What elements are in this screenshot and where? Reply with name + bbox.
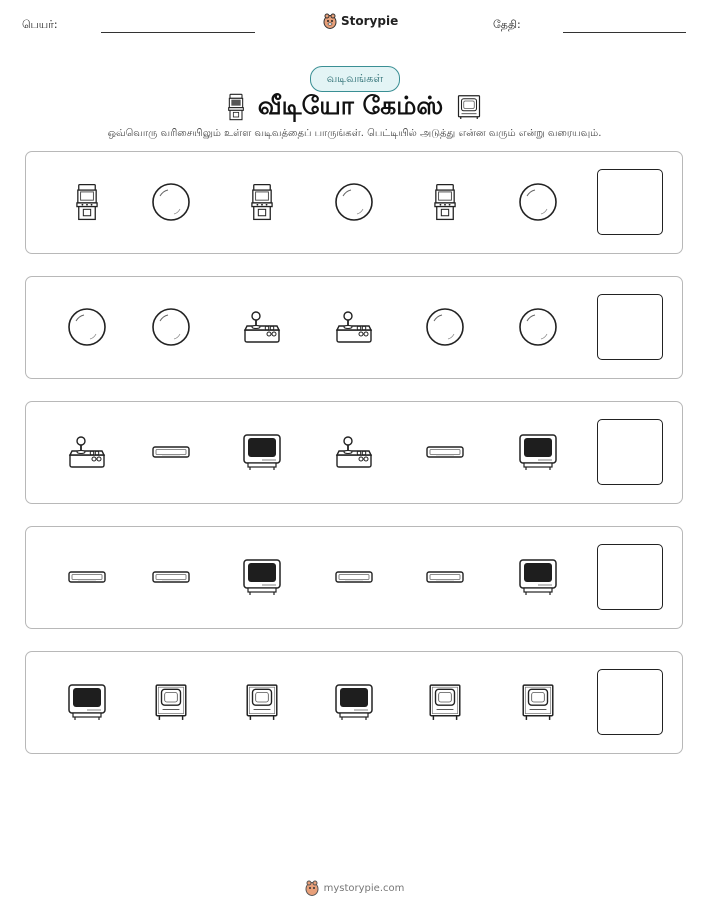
footer: [0, 880, 709, 896]
crt-tv-icon: [457, 94, 481, 120]
bubble-icon: [420, 302, 470, 352]
joystick-icon: [62, 427, 112, 477]
arcade-cabinet-icon: [228, 93, 244, 121]
monitor-icon: [329, 677, 379, 727]
cartridge-icon: [146, 552, 196, 602]
joystick-icon: [237, 302, 287, 352]
arcade-cabinet-icon: [237, 177, 287, 227]
joystick-icon: [329, 427, 379, 477]
instructions-text: ஒவ்வொரு வரிசையிலும் உள்ள வடிவத்தைப் பாருங்கள். பெட்டியில் அடுத்து என்ன வரும் என்று வரையவும்.: [107, 128, 602, 139]
monitor-icon: [62, 677, 112, 727]
cartridge-icon: [329, 552, 379, 602]
name-label: பெயர்:: [22, 18, 58, 31]
crt-tv-icon: [513, 677, 563, 727]
monitor-icon: [513, 427, 563, 477]
monitor-icon: [237, 552, 287, 602]
cartridge-icon: [420, 427, 470, 477]
bubble-icon: [146, 177, 196, 227]
page-title: வீடியோ கேம்ஸ்: [257, 90, 444, 120]
answer-drawing-box[interactable]: [597, 169, 663, 235]
storypie-mascot-icon: [305, 880, 319, 896]
bubble-icon: [329, 177, 379, 227]
bubble-icon: [513, 302, 563, 352]
monitor-icon: [513, 552, 563, 602]
category-badge: வடிவங்கள்: [310, 66, 400, 92]
bubble-icon: [62, 302, 112, 352]
title-row: [0, 90, 709, 124]
storypie-mascot-icon: [323, 13, 337, 29]
bubble-icon: [146, 302, 196, 352]
cartridge-icon: [62, 552, 112, 602]
monitor-icon: [237, 427, 287, 477]
joystick-icon: [329, 302, 379, 352]
brand-name: Storypie: [341, 14, 399, 28]
footer-url[interactable]: mystorypie.com: [323, 882, 405, 894]
crt-tv-icon: [146, 677, 196, 727]
arcade-cabinet-icon: [62, 177, 112, 227]
crt-tv-icon: [420, 677, 470, 727]
date-label: தேதி:: [493, 18, 521, 31]
bubble-icon: [513, 177, 563, 227]
brand-logo: [323, 13, 398, 29]
answer-drawing-box[interactable]: [597, 419, 663, 485]
cartridge-icon: [146, 427, 196, 477]
answer-drawing-box[interactable]: [597, 669, 663, 735]
name-field[interactable]: [101, 32, 255, 33]
cartridge-icon: [420, 552, 470, 602]
answer-drawing-box[interactable]: [597, 294, 663, 360]
date-field[interactable]: [563, 32, 686, 33]
answer-drawing-box[interactable]: [597, 544, 663, 610]
crt-tv-icon: [237, 677, 287, 727]
arcade-cabinet-icon: [420, 177, 470, 227]
